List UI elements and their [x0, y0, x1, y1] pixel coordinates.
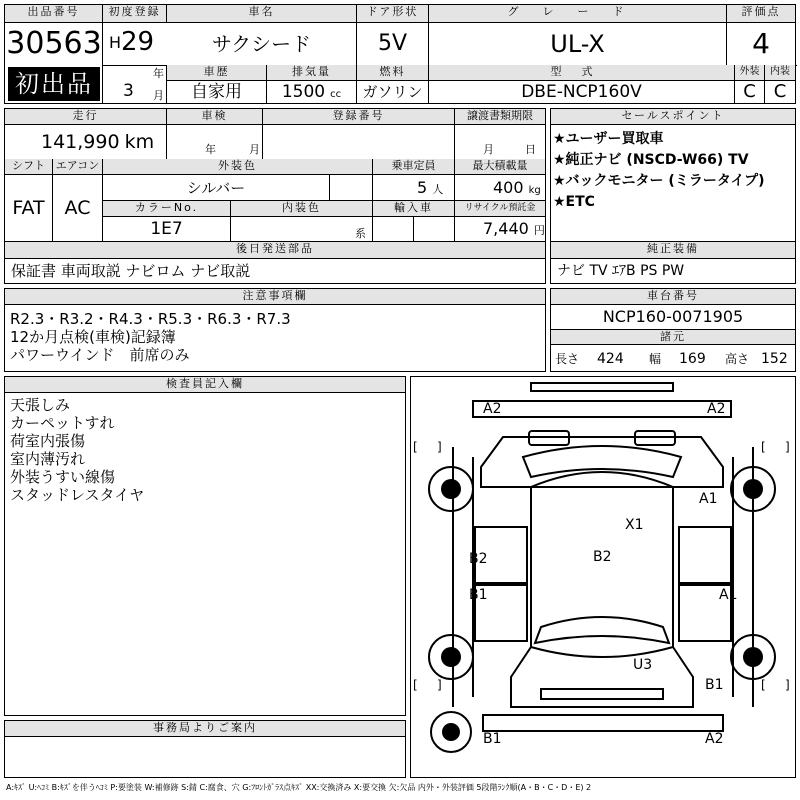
score-label: 評価点	[727, 5, 795, 23]
sales-label: セールスポイント	[551, 109, 795, 125]
reg-year: 29	[121, 27, 155, 57]
seats-label: 乗車定員	[373, 159, 455, 175]
mileage-unit: km	[124, 131, 155, 153]
history-value: 自家用	[167, 81, 267, 103]
hgt-value: 152	[761, 351, 788, 367]
svg-text:[: [	[761, 440, 766, 454]
name-label: 車名	[167, 5, 357, 23]
wid-label: 幅	[649, 352, 662, 366]
len-value: 424	[597, 351, 624, 367]
spec-label: 諸元	[551, 329, 795, 345]
plate-label: 登録番号	[263, 109, 455, 125]
header-block	[4, 4, 796, 104]
recycle-unit: 円	[533, 224, 545, 237]
equip-value: ナビ TV ｴｱB PS PW	[557, 263, 685, 279]
score-value: 4	[752, 27, 770, 60]
transfer-day: 日	[525, 143, 536, 156]
transfer-label: 譲渡書類期限	[455, 109, 545, 125]
int-value: C	[773, 81, 787, 102]
color-value: シルバー	[103, 175, 329, 201]
import-divider	[413, 217, 414, 241]
inspection-month-unit: 月	[249, 143, 260, 156]
ac-value: AC	[53, 175, 103, 241]
inspector-label: 検査員記入欄	[5, 377, 405, 393]
disp-unit: cc	[330, 89, 342, 100]
disp-value: 1500	[281, 82, 326, 102]
color-extra	[329, 175, 373, 201]
mark-right-front: A1	[699, 491, 718, 507]
load-unit: kg	[528, 185, 541, 196]
ac-label: エアコン	[53, 159, 103, 175]
mark-right-door-rear: A1	[719, 587, 738, 603]
sales-block	[550, 108, 796, 284]
reg-month-unit: 月	[153, 89, 164, 102]
damage-diagram	[410, 376, 796, 778]
inspector-lines: 天張しみ カーペットすれ 荷室内張傷 室内薄汚れ 外装うすい線傷 スタッドレスタイヤ	[10, 396, 145, 504]
inspection-label: 車検	[167, 109, 263, 125]
doors-value: 5V	[357, 23, 429, 65]
colorno-value: 1E7	[103, 217, 231, 241]
mileage-cell	[5, 125, 167, 159]
grade-label: グレード	[429, 5, 727, 23]
disp-label: 排気量	[267, 65, 357, 81]
ext-label: 外装	[735, 65, 765, 81]
load-value: 400	[493, 178, 524, 197]
recycle-cell	[455, 217, 545, 241]
car-name: サクシード	[167, 23, 357, 65]
ship-value: 保証書 車両取説 ナビロム ナビ取説	[11, 262, 251, 280]
chassis-label: 車台番号	[551, 289, 795, 305]
svg-text:]: ]	[785, 440, 790, 454]
seats-value: 5	[417, 178, 428, 197]
intcolor-label: 内装色	[231, 201, 373, 217]
inspector-block	[4, 376, 406, 716]
office-label: 事務局よりご案内	[5, 721, 405, 737]
reg-era: H	[109, 33, 122, 52]
ext-value: C	[735, 81, 765, 103]
mark-left-door-front: B2	[469, 551, 488, 567]
svg-text:[: [	[413, 678, 418, 692]
intcolor-cell	[231, 217, 373, 241]
mark-bumper-right: A2	[705, 731, 724, 747]
spec-row	[551, 347, 795, 371]
plate-cell	[263, 125, 455, 159]
lot-number: 30563	[6, 26, 102, 61]
first-listing-badge: 初出品	[8, 67, 100, 101]
load-cell	[455, 175, 545, 201]
ship-label: 後日発送部品	[5, 241, 545, 259]
car-outline	[411, 377, 795, 777]
svg-text:[: [	[413, 440, 418, 454]
color-label: 外装色	[103, 159, 373, 175]
model-label: 型式	[429, 65, 735, 81]
recycle-label: リサイクル預託金	[455, 201, 545, 217]
int-label: 内装	[765, 65, 795, 81]
transfer-cell	[455, 125, 545, 159]
svg-text:]: ]	[785, 678, 790, 692]
mark-front-left: A2	[483, 401, 502, 417]
legend: A:ｷｽﾞ U:ﾍｺﾐ B:ｷｽﾞを伴うﾍｺﾐ P:要塗装 W:補修跡 S:錆 C:腐食、穴 G:ﾌﾛﾝﾄｶﾞﾗｽ点ｷｽﾞ XX:交換済み X:要交換 欠:欠品 内外・外装評価 5段階ﾗﾝｸ順(A・B・C・D・E) 2	[6, 783, 592, 792]
mark-left-door-rear: B1	[469, 587, 488, 603]
inspection-year-unit: 年	[205, 143, 216, 156]
shift-label: シフト	[5, 159, 53, 175]
reg-label: 初度登録	[103, 5, 167, 23]
inspection-cell	[167, 125, 263, 159]
fuel-value: ガソリン	[357, 81, 429, 103]
reg-month: 3	[123, 81, 134, 101]
history-label: 車歴	[167, 65, 267, 81]
svg-text:[: [	[761, 678, 766, 692]
chassis-value: NCP160-0071905	[602, 307, 744, 326]
mileage-label: 走行	[5, 109, 167, 125]
svg-text:]: ]	[437, 678, 442, 692]
wid-value: 169	[679, 351, 706, 367]
mark-roof-center: B2	[593, 549, 612, 565]
doors-label: ドア形状	[357, 5, 429, 23]
intcolor-unit: 系	[355, 227, 366, 240]
notes-block	[4, 288, 546, 372]
transfer-month: 月	[483, 143, 494, 156]
import-cell	[373, 217, 455, 241]
fuel-label: 燃料	[357, 65, 429, 81]
model-value: DBE-NCP160V	[429, 81, 735, 103]
load-label: 最大積載量	[455, 159, 545, 175]
notes-lines: R2.3・R3.2・R4.3・R5.3・R6.3・R7.3 12か月点検(車検)記録簿 パワーウインド 前席のみ	[10, 310, 291, 364]
mark-rear-right: B1	[705, 677, 724, 693]
disp-cell	[267, 81, 357, 103]
lot-label: 出品番号	[5, 5, 103, 23]
reg-year-unit: 年	[153, 67, 164, 80]
len-label: 長さ	[555, 352, 580, 366]
shift-value: FAT	[5, 175, 53, 241]
colorno-label: カラーNo.	[103, 201, 231, 217]
import-label: 輸入車	[373, 201, 455, 217]
mark-rear-center: U3	[633, 657, 653, 673]
sales-lines: ★ユーザー買取車 ★純正ナビ (NSCD-W66) TV ★バックモニター (ミラータイプ) ★ETC	[553, 131, 765, 210]
svg-text:]: ]	[437, 440, 442, 454]
mark-front-right: A2	[707, 401, 726, 417]
hgt-label: 高さ	[725, 352, 750, 366]
chassis-block	[550, 288, 796, 372]
mark-roof-front: X1	[625, 517, 644, 533]
recycle-value: 7,440	[483, 219, 529, 238]
grade-value: UL-X	[429, 23, 727, 65]
equip-label: 純正装備	[551, 241, 795, 259]
lot-divider	[5, 5, 103, 103]
notes-label: 注意事項欄	[5, 289, 545, 305]
vehicle-info-block	[4, 108, 546, 284]
seats-unit: 人	[432, 183, 444, 196]
mark-bumper-left: B1	[483, 731, 502, 747]
seats-cell	[373, 175, 455, 201]
mileage-value: 141,990	[41, 131, 120, 153]
office-block	[4, 720, 406, 778]
